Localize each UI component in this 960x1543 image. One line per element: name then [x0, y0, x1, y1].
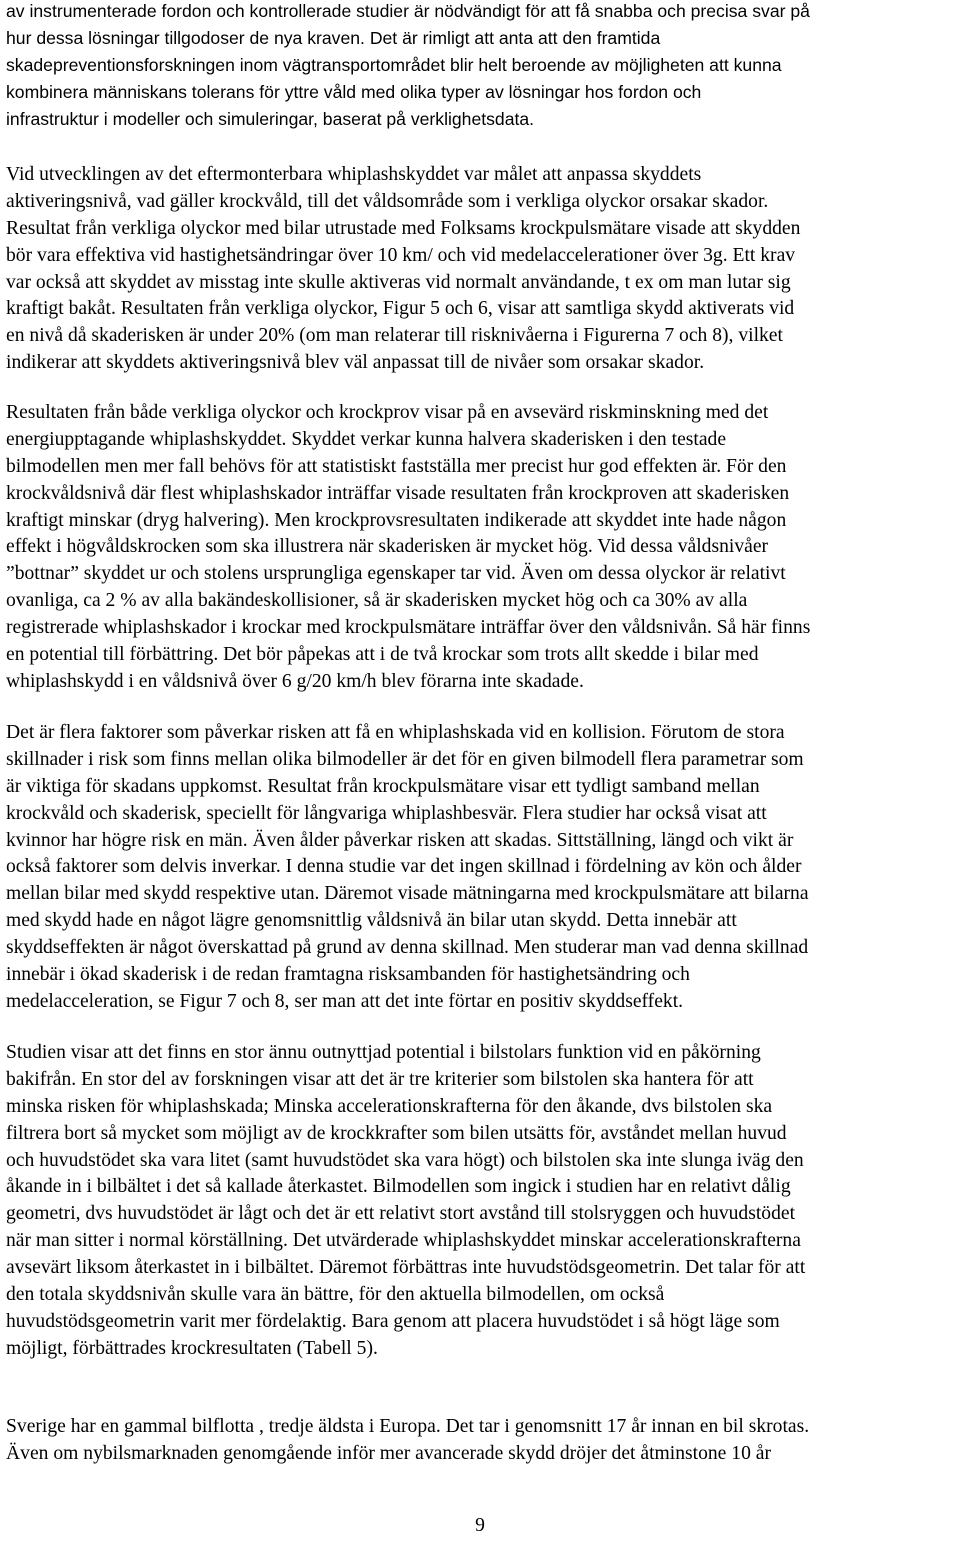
text-line: kvinnor har högre risk en män. Även ålder påverkar risken att skadas. Sittställning, längd och vikt är — [6, 829, 794, 851]
text-line: Studien visar att det finns en stor ännu outnyttjad potential i bilstolars funktion vid en påkörning — [6, 1042, 761, 1063]
text-line: Vid utvecklingen av det eftermonterbara whiplashskyddet var målet att anpassa skyddets — [6, 164, 702, 185]
text-line: ovanliga, ca 2 % av alla bakändeskollisioner, så är skaderisken mycket hög och ca 30% av alla — [6, 590, 748, 612]
text-line: med skydd hade en något lägre genomsnittlig våldsnivå än bilar utan skydd. Detta innebär att — [6, 910, 737, 932]
text-line: den totala skyddsnivån skulle vara än bättre, för den aktuella bilmodellen, om också — [6, 1284, 665, 1306]
text-line: kraftigt minskar (dryg halvering). Men krockprovsresultaten indikerade att skyddet inte hade någon — [6, 509, 787, 531]
text-line: indikerar att skyddets aktiveringsnivå blev väl anpassat till de nivåer som orsakar skador. — [6, 352, 705, 374]
text-line: var också att skyddet av misstag inte skulle aktiveras vid normalt användande, t ex om man lutar sig — [6, 271, 791, 293]
text-line: skadepreventionsforskningen inom vägtransportområdet blir helt beroende av möjligheten att kunna — [6, 54, 782, 75]
paragraph — [6, 720, 809, 1016]
text-line: bakifrån. En stor del av forskningen visar att det är tre kriterier som bilstolen ska hantera för att — [6, 1068, 754, 1090]
text-line: och huvudstödet ska vara litet (samt huvudstödet ska vara högt) och bilstolen ska inte slunga iväg den — [6, 1149, 804, 1171]
text-line: kraftigt bakåt. Resultaten från verkliga olyckor, Figur 5 och 6, visar att samtliga skydd aktiverats vid — [6, 298, 795, 320]
text-line: åkande in i bilbältet i det så kallade återkastet. Bilmodellen som ingick i studien har en relativt dålig — [6, 1176, 791, 1198]
paragraph — [6, 1040, 805, 1363]
text-line: registrerade whiplashskador i krockar med krockpulsmätare inträffar över den våldsnivån. Så här finns — [6, 617, 811, 639]
text-line: möjligt, förbättrades krockresultaten (Tabell 5). — [6, 1337, 378, 1359]
paragraph — [6, 1414, 809, 1468]
page-number: 9 — [475, 1515, 485, 1536]
text-line: en nivå då skaderisken är under 20% (om man relaterar till risknivåerna i Figurerna 7 och 8), vilket — [6, 325, 783, 347]
text-line: geometri, dvs huvudstödet är lågt och det är ett relativt stort avstånd till stolsryggen och huvudstödet — [6, 1203, 796, 1225]
text-line: kombinera människans tolerans för yttre våld med olika typer av lösningar hos fordon och — [6, 81, 702, 102]
text-line: Även om nybilsmarknaden genomgående inför mer avancerade skydd dröjer det åtminstone 10 år — [6, 1442, 771, 1464]
text-line: skillnader i risk som finns mellan olika bilmodeller är det för en given bilmodell flera parametrar som — [6, 748, 804, 770]
text-line: också faktorer som delvis inverkar. I denna studie var det ingen skillnad i fördelning av kön och ålder — [6, 856, 802, 878]
paragraph — [6, 162, 800, 377]
text-line: bör vara effektiva vid hastighetsändringar över 10 km/ och vid medelaccelerationer över 3g. Ett krav — [6, 244, 796, 266]
text-line: Det är flera faktorer som påverkar risken att få en whiplashskada vid en kollision. Förutom de stora — [6, 722, 785, 743]
text-line: medelacceleration, se Figur 7 och 8, ser man att det inte förtar en positiv skyddseffekt. — [6, 990, 684, 1012]
text-line: innebär i ökad skaderisk i de redan framtagna risksambanden för hastighetsändring och — [6, 964, 690, 986]
text-line: av instrumenterade fordon och kontrollerade studier är nödvändigt för att få snabba och precisa svar på — [6, 1, 810, 21]
text-line: skyddseffekten är något överskattad på grund av denna skillnad. Men studerar man vad denna skillnad — [6, 937, 809, 959]
text-line: effekt i högvåldskrocken som ska illustrera när skaderisken är mycket hög. Vid dessa våldsnivåer — [6, 536, 769, 558]
text-line: energiupptagande whiplashskyddet. Skyddet verkar kunna halvera skaderisken i den testade — [6, 428, 727, 450]
text-line: whiplashskydd i en våldsnivå över 6 g/20 km/h blev förarna inte skadade. — [6, 670, 584, 692]
text-line: filtrera bort så mycket som möjligt av de krockkrafter som bilen utsätts för, avståndet mellan huvud — [6, 1122, 787, 1144]
paragraph — [6, 400, 810, 696]
paragraph — [6, 0, 810, 132]
text-line: Resultaten från både verkliga olyckor och krockprov visar på en avsevärd riskminskning med det — [6, 402, 769, 423]
text-line: mellan bilar med skydd respektive utan. Däremot visade mätningarna med krockpulsmätare att bilarna — [6, 883, 809, 905]
text-line: avsevärt liksom återkastet in i bilbältet. Däremot förbättras inte huvudstödsgeometrin. Det talar för att — [6, 1257, 806, 1279]
text-line: bilmodellen men mer fall behövs för att statistiskt fastställa mer precist hur god effekten är. För den — [6, 455, 787, 477]
text-line: krockvåldsnivå där flest whiplashskador inträffar visade resultaten från krockproven att skaderisken — [6, 482, 790, 504]
text-line: infrastruktur i modeller och simuleringar, baserat på verklighetsdata. — [6, 108, 535, 129]
text-line: ”bottnar” skyddet ur och stolens ursprungliga egenskaper tar vid. Även om dessa olyckor är relativt — [6, 563, 786, 585]
text-line: krockvåld och skaderisk, speciellt för långvariga whiplashbesvär. Flera studier har också visat att — [6, 802, 767, 824]
text-line: aktiveringsnivå, vad gäller krockvåld, till det våldsområde som i verkliga olyckor orsakar skador. — [6, 190, 769, 212]
text-line: Resultat från verkliga olyckor med bilar utrustade med Folksams krockpulsmätare visade att skydden — [6, 217, 801, 239]
text-line: huvudstödsgeometrin varit mer fördelaktig. Bara genom att placera huvudstödet i så högt läge som — [6, 1310, 780, 1332]
text-line: minska risken för whiplashskada; Minska accelerationskrafterna för den åkande, dvs bilstolen ska — [6, 1095, 773, 1117]
text-line: Sverige har en gammal bilflotta , tredje äldsta i Europa. Det tar i genomsnitt 17 år innan en bil skrotas. — [6, 1416, 810, 1437]
text-line: en potential till förbättring. Det bör påpekas att i de två krockar som trots allt skedde i bilar med — [6, 644, 759, 666]
text-line: är viktiga för skadans uppkomst. Resultat från krockpulsmätare visar ett tydligt samband mellan — [6, 775, 760, 797]
text-line: när man sitter i normal körställning. Det utvärderade whiplashskyddet minskar accelerationskrafterna — [6, 1230, 801, 1252]
text-line: hur dessa lösningar tillgodoser de nya kraven. Det är rimligt att anta att den framtida — [6, 27, 661, 48]
